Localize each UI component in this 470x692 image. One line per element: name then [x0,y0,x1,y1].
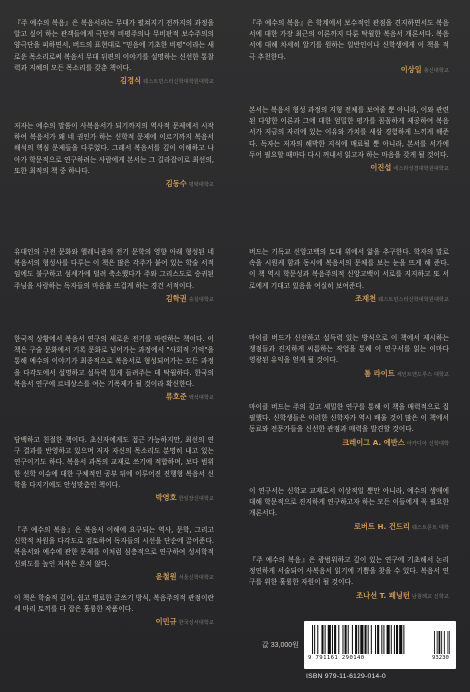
barcode-bar [403,625,404,654]
barcode-bar [391,625,392,654]
endorser-affiliation: 숭실대학교 [188,296,214,303]
barcode-bar [345,625,347,654]
endorsement [249,105,449,174]
barcode-bar [352,625,353,654]
endorsement-text: 『주 예수의 복음』은 광범위하고 깊이 있는 연구에 기초해서 논리 정연하게 서술되어 사복음서 읽기에 기쁨을 찾을 수 있다. 복음서 연구를 위한 훌륭한 자원이 될 것이다. [249,556,449,587]
barcode-addon-bar [444,631,445,654]
endorser-affiliation: 웨스트민스터신학대학원대학교 [143,79,214,86]
endorsement-attribution [249,522,449,533]
barcode-bar [321,625,323,654]
endorsement-text: 『주 예수의 복음』은 학계에서 보수적인 관점을 견지하면서도 복음서에 대한 가장 최근의 이론까지 다룬 탁월한 복음서 개론서다. 복음서에 대해 차세히 알기를 원하는 일반인이나 신학생에게 이 책을 적극 추천한다. [249,19,449,61]
barcode-bar [358,625,359,654]
endorser-affiliation: 세인트앤드루스 대학교 [396,371,449,378]
barcode-bar [368,625,369,654]
endorser-name: 류호준 [165,392,187,402]
endorser-name: 톰 라이트 [364,368,395,378]
endorsement [249,333,449,380]
endorsement-text: 마이클 버드가 신선하고 설득력 있는 방식으로 이 책에서 제시하는 쟁점들과 진지하게 씨름하는 작업을 통해 이 연구서를 읽는 이마다 영광된 유익을 얻게 될 것이다. [249,334,449,365]
endorsement [249,18,449,76]
endorsement-attribution [14,617,214,628]
endorser-affiliation: 남침례교 신학교 [411,593,449,600]
barcode-bar [338,625,339,654]
endorsement [14,334,214,403]
endorser-affiliation: 웨스트몬트 대학 [411,524,449,531]
barcode-bar [383,625,384,654]
endorsement-text: 버드는 기독교 신앙고백의 토대 위에서 앎을 추구한다. 학자의 말로 속을 시원케 함과 동시에 복음서의 문체를 보는 눈을 뜨게 해 준다. 이 책 역시 학문성과 복음주의적 신앙고백이 서로를 지지하고 또 서로에게 기대고 있음을 여실히 보여준다. [249,248,449,290]
endorser-name: 이진섭 [370,163,392,173]
endorsement-text: 본서는 복음서 형성 과정의 지형 전체를 보여줄 뿐 아니라, 이와 관련된 다양한 이론과 그에 대한 엄밀한 평가를 꼼꼼하게 제공하여 복음서가 지금의 자리에 있는 이유와 가치를 새삼 경험하게 느끼게 해준다. 독자는 저자의 해박한 지식에 매료될 뿐 아니라, 본서를 서가에 두어 필요할 때마다 다시 꺼내서 읽고자 하는 마음을 갖게 될 것이다. [249,106,449,159]
barcode-addon-bar [437,631,438,654]
barcode-bar [325,625,326,654]
barcode-bar [314,625,315,654]
endorsement [249,486,449,533]
endorser-affiliation: 백석대학교 [188,395,214,402]
endorser-name: 조재천 [355,293,377,303]
endorsement [14,247,214,305]
barcode-bar [371,625,372,654]
endorser-affiliation: 총신대학교 [423,67,449,74]
barcode-bar [355,625,357,654]
endorsement [14,525,214,583]
barcode-bar [396,625,398,654]
barcode-addon-bar [434,631,435,654]
endorser-name: 박영호 [155,493,177,503]
barcode-bar [365,625,367,654]
barcode-bar [342,625,343,654]
barcode-addon-bar [449,631,450,654]
barcode [304,621,456,669]
endorsement-attribution [14,392,214,403]
barcode-bar [381,625,382,654]
endorser-name: 크레이그 A. 에반스 [342,437,405,447]
endorser-affiliation: 한일장신대학교 [178,496,214,503]
barcode-bar [387,625,390,654]
endorsement-text: 이 책은 학술적 깊이, 쉽고 명료한 글쓰기 방식, 복음주의적 관점이란 세 마리 토끼를 다 잡은 훌륭한 작품이다. [14,594,214,614]
endorsement-attribution [249,163,449,174]
isbn-label: ISBN 979-11-6129-014-0 [306,673,386,680]
endorsement-text: 마이클 버드는 주의 깊고 세밀한 연구를 통해 이 책을 매력적으로 집필했다. 신학생들은 이러한 신학자가 역시 배울 것이 많은 이 책에서 동료와 전문가들을 신선한 관점과 매력을 발견할 것이다. [249,403,449,434]
barcode-bar [377,625,379,654]
endorsement-text: 『주 예수의 복음』은 복음서 이해에 요구되는 역사, 문학, 그리고 신학적 차원을 다각도로 검토하여 독자들의 시선을 단순에 끌어준다. 복음서와 예수에 관한 문제를 이처럼 심층적으로 연구하여 성서학적 신뢰도를 높인 저작은 흔치 않다. [14,526,214,568]
endorsement-attribution [249,65,449,76]
barcode-bar [332,625,333,654]
endorser-affiliation: 한국성서대학교 [178,620,214,627]
endorser-affiliation: 평택대학교 [188,182,214,189]
endorsement-attribution [249,369,449,380]
endorsement [14,593,214,628]
barcode-addon-bar [441,631,442,654]
barcode-bar [375,625,376,654]
barcode-bar [399,625,402,654]
endorsement [14,121,214,190]
endorsement-attribution [14,572,214,583]
endorsement [249,402,449,449]
endorser-name: 김학권 [165,293,187,303]
endorsement-text: 이 연구서는 신학교 교재로서 이상적일 뿐만 아니라, 예수의 생애에 대해 학문적으로 진지하게 연구하고자 하는 모든 이들에게 꼭 필요한 개론서다. [249,487,449,518]
endorser-affiliation: 웨스트민스터신학대학원대학교 [378,296,449,303]
endorsement-text: 『주 예수의 복음』은 복음서라는 무대가 펼쳐지기 전까지의 과정을 알고 싶어 하는 관객들에게 극단적 비평주의나 무비판적 보수주의의 양극단을 피하면서, 버드의 표현대로 "믿음에 기초한 비평"이라는 새로운 목소리로써 복음서 무대 뒤편의 이야기를 설명하는 신선한 통찰력과 지혜의 모든 목소리를 갖춘 책이다. [14,19,214,72]
barcode-addon-bar [439,631,441,654]
endorsement-attribution [249,591,449,602]
barcode-bar [328,625,331,654]
endorsement [14,435,214,504]
endorser-name: 조나선 T. 페닝턴 [356,590,410,600]
barcode-bar [317,625,318,654]
endorser-name: 김동수 [165,179,187,189]
endorsement-attribution [14,294,214,305]
endorsement [14,18,214,87]
endorser-name: 김경식 [120,76,142,86]
price-label: 값 33,000원 [262,642,299,649]
endorser-name: 윤철원 [155,571,177,581]
endorsement [249,247,449,305]
endorser-affiliation: 서울신학대학교 [178,574,214,581]
barcode-bar [394,625,395,654]
barcode-bar [312,625,313,654]
barcode-digits: 9 791161 290140 [308,655,365,661]
barcode-bar [360,625,363,654]
barcode-bar [348,625,349,654]
barcode-bar [334,625,336,654]
endorser-affiliation: 아카디아 신학대학 [406,440,449,447]
endorsement-attribution [14,179,214,190]
endorsement-attribution [14,493,214,504]
barcode-addon-bar [448,631,449,654]
endorser-name: 이상일 [400,64,422,74]
endorsement-text: 유대인의 구전 문화와 헬레니즘의 전기 문학의 영향 아래 형성된 네 복음서의 형성사를 다루는 이 책은 많은 각주가 붙어 있는 학술 서적임에도 불구하고 섬세가에 덜려 축소했다가 주와 그리스도로 승귀된 주님을 사랑하는 독자들의 마음을 뜨겁게 하는 경건 서적이다. [14,248,214,290]
endorsement-attribution [249,294,449,305]
barcode-addon-digits: 93230 [432,655,449,661]
endorsement-attribution [249,438,449,449]
endorser-name: 이민규 [155,617,177,627]
endorsement [249,555,449,602]
endorser-affiliation: 에스라성경대학원대학교 [393,166,449,173]
endorsement-attribution [14,76,214,87]
endorsement-text: 한국적 상황에서 복음서 연구의 새로운 전기를 마련하는 책이다. 이 책은 구술 문화에서 기록 문화로 넘어가는 과정에서 "사회적 기억"을 통해 예수의 이야기가 최종적으로 복음서로 형성되어가는 모든 과정을 다각도에서 설명하고 설득력 있게 들려주는 데 탁월하다. 한국의 복음서 연구에 르네상스를 여는 기폭제가 될 것이라 확신한다. [14,335,214,388]
endorser-name: 로버트 H. 건드리 [353,521,410,531]
barcode-bars [310,625,450,655]
endorsement-text: 담백하고 친절한 책이다. 초신자에게도 접근 가능하지만, 최선의 연구 결과를 반영하고 있으며 저자 자신의 목소리도 분명히 내고 있는 연구이기도 하다. 복음서 과목의 교재로 쓰기에 적합하며, 보다 범위한 신학 이슈에 대한 구체적인 공부 뒤에 이루어진 진행형 복음서 신학을 다지기에도 안성맞춤인 책이다. [14,436,214,489]
endorsement-text: 저자는 예수의 말씀이 사복음서가 되기까지의 역사적 문제에서 시작하여 복음서가 왜 네 권인가 하는 신학적 문제에 이르기까지 복음서 해석의 핵심 문제들을 다루었다. 그래서 복음서를 깊이 이해하고 나아가 학문적으로 연구하려는 사람에게 본서는 그 길라잡이로 최선의, 또한 최적의 책 중 하나다. [14,122,214,175]
